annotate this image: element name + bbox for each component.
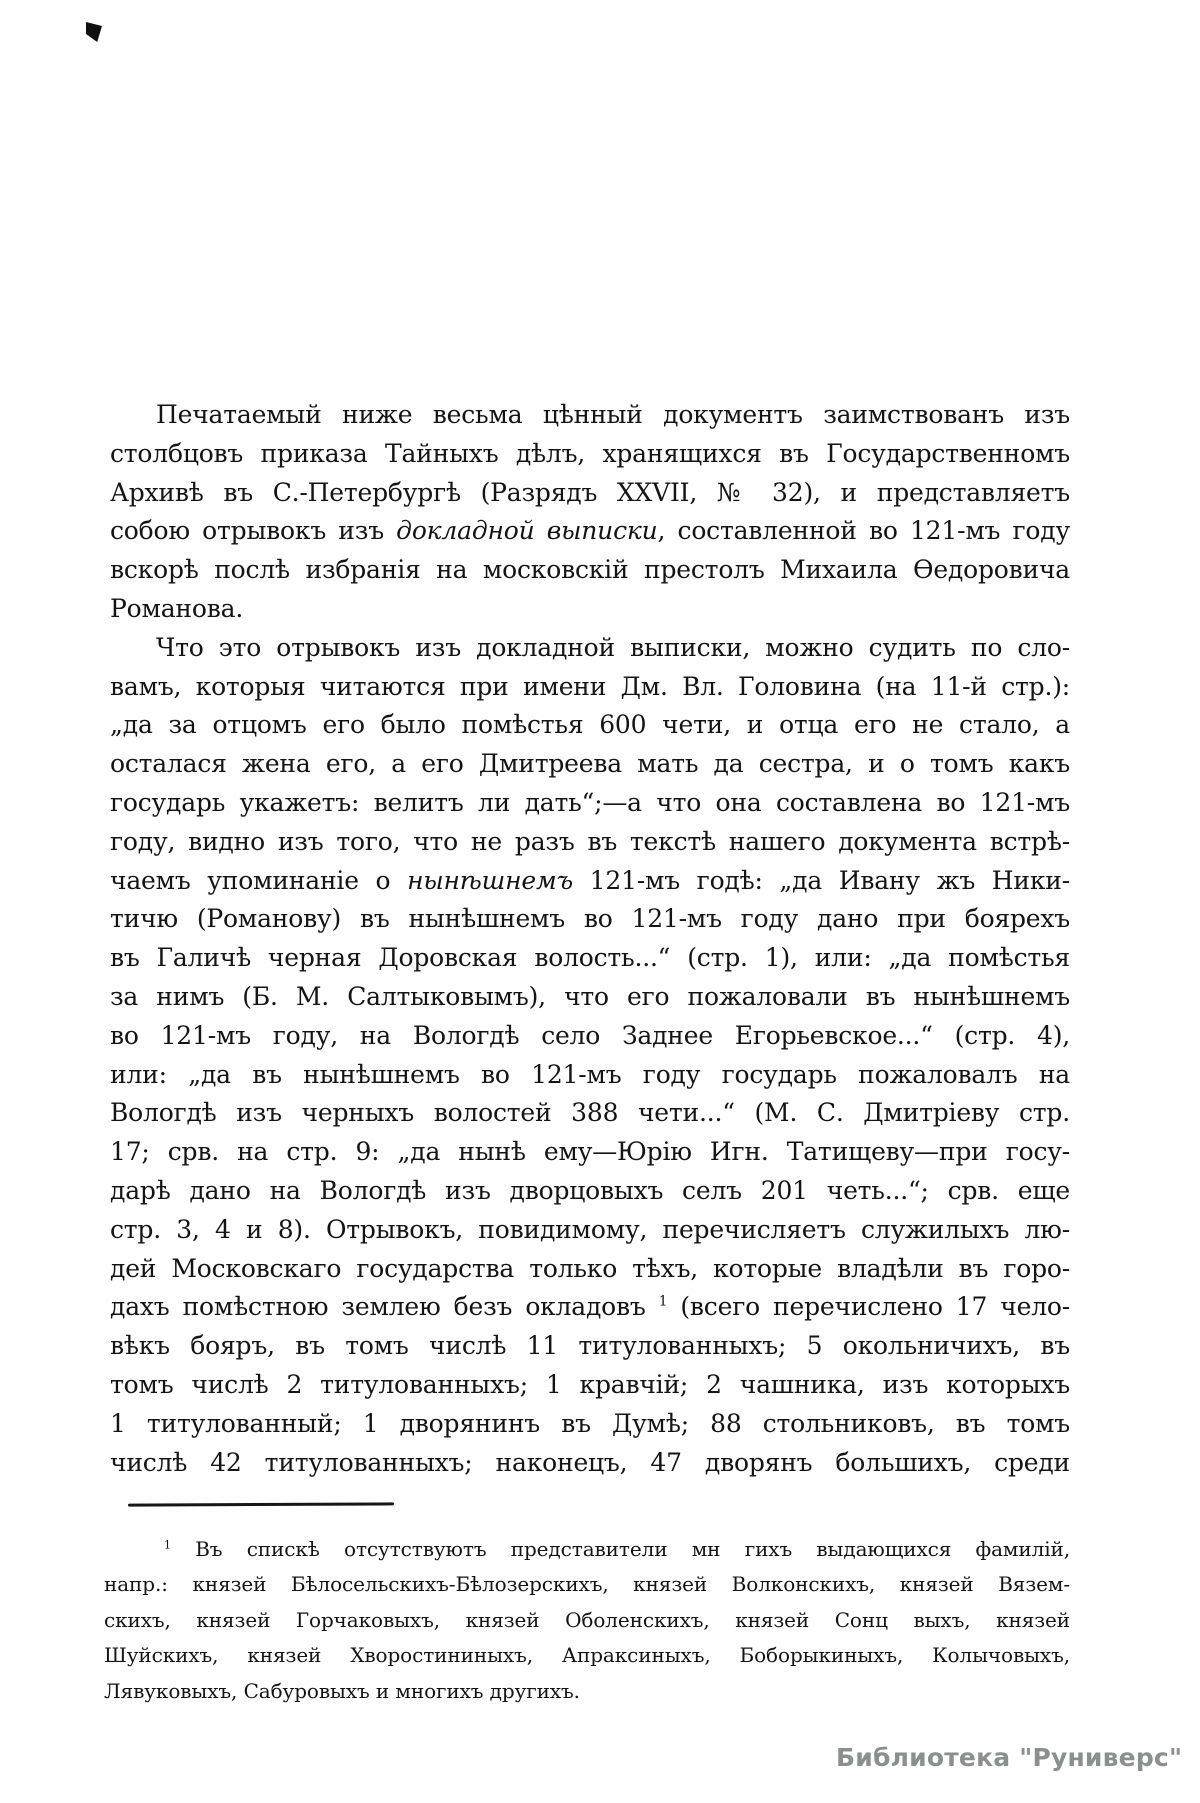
text-line: 17; срв. на стр. 9: „да нынѣ ему—Юрію Игн. Татищеву—при госу- <box>110 1137 1070 1167</box>
text-line: вѣкъ бояръ, въ томъ числѣ 11 титулованныхъ; 5 окольничихъ, въ <box>110 1331 1070 1361</box>
text-line: дарѣ дано на Вологдѣ изъ дворцовыхъ селъ 201 четь...“; срв. еще <box>110 1175 1070 1205</box>
text-line: за нимъ (Б. М. Салтыковымъ), что его пожаловали въ нынѣшнемъ <box>110 981 1070 1011</box>
text-line: дей Московскаго государства только тѣхъ, которые владѣли въ горо- <box>110 1253 1070 1283</box>
text-line: томъ числѣ 2 титулованныхъ; 1 кравчій; 2 чашника, изъ которыхъ <box>110 1369 1070 1399</box>
text-line: государь укажетъ: велитъ ли дать“;—а что она составлена во 121-мъ <box>110 787 1070 817</box>
text-line: Шуйскихъ, князей Хворостининыхъ, Апраксиныхъ, Боборыкиныхъ, Колычовыхъ, <box>104 1643 1070 1668</box>
text-line: Что это отрывокъ изъ докладной выписки, можно судить по сло- <box>156 632 1070 662</box>
text-line: во 121-мъ году, на Вологдѣ село Заднее Егорьевское...“ (стр. 4), <box>110 1020 1070 1050</box>
text-line: дахъ помѣстною землею безъ окладовъ $^1$ (всего перечислено 17 чело- <box>110 1292 1070 1322</box>
scan-artifact <box>86 22 102 42</box>
footnote-divider <box>128 1502 394 1506</box>
main-text-block <box>110 396 1070 1482</box>
text-line: осталася жена его, а его Дмитреева мать да сестра, и о томъ какъ <box>110 749 1070 779</box>
text-line: или: „да въ нынѣшнемъ во 121-мъ году государь пожаловалъ на <box>110 1059 1070 1089</box>
text-line: стр. 3, 4 и 8). Отрывокъ, повидимому, перечисляетъ служилыхъ лю- <box>110 1214 1070 1244</box>
text-line: „да за отцомъ его было помѣстья 600 чети, и отца его не стало, а <box>110 710 1070 740</box>
text-line: числѣ 42 титулованныхъ; наконецъ, 47 дворянъ большихъ, среди <box>110 1447 1070 1477</box>
footnote-block <box>104 1532 1070 1709</box>
text-line: въ Галичѣ черная Доровская волость...“ (стр. 1), или: „да помѣстья <box>110 943 1070 973</box>
text-line: вамъ, которыя читаются при имени Дм. Вл. Головина (на 11-й стр.): <box>110 671 1070 701</box>
text-line: столбцовъ приказа Тайныхъ дѣлъ, хранящихся въ Государственномъ <box>110 438 1070 468</box>
text-line: скихъ, князей Горчаковыхъ, князей Оболенскихъ, князей Сонц выхъ, князей <box>104 1607 1070 1632</box>
text-line: Лявуковыхъ, Сабуровыхъ и многихъ другихъ. <box>104 1678 580 1703</box>
text-line: году, видно изъ того, что не разъ въ текстѣ нашего документа встрѣ- <box>110 826 1070 856</box>
text-line: вскорѣ послѣ избранія на московскій престолъ Михаила Ѳедоровича <box>110 555 1070 585</box>
text-line: Архивѣ въ С.-Петербургѣ (Разрядъ XXVII, № 32), и представляетъ <box>110 477 1070 507</box>
text-line: тичю (Романову) въ нынѣшнемъ во 121-мъ году дано при боярехъ <box>110 904 1070 934</box>
text-line: Печатаемый ниже весьма цѣнный документъ заимствованъ изъ <box>156 400 1070 429</box>
paragraph-intro <box>110 396 1070 629</box>
text-line: собою отрывокъ изъ докладной выписки, составленной во 121-мъ году <box>110 516 1070 546</box>
text-line: 1 титулованный; 1 дворянинъ въ Думѣ; 88 стольниковъ, въ томъ <box>110 1408 1070 1438</box>
library-watermark: Библиотека "Руниверс" <box>836 1743 1183 1772</box>
text-line: Вологдѣ изъ черныхъ волостей 388 чети...“ (М. С. Дмитріеву стр. <box>110 1098 1070 1128</box>
text-line: Романова. <box>110 593 244 623</box>
paragraph-analysis <box>110 629 1070 1483</box>
text-line: напр.: князей Бѣлосельскихъ-Бѣлозерскихъ, князей Волконскихъ, князей Вязем- <box>104 1572 1070 1597</box>
text-line: $^1$ Въ спискѣ отсутствуютъ представители мн гихъ выдающихся фамилій, <box>164 1537 1070 1561</box>
text-line: чаемъ упоминаніе о нынѣшнемъ 121-мъ годѣ: „да Ивану жъ Ники- <box>110 865 1070 895</box>
